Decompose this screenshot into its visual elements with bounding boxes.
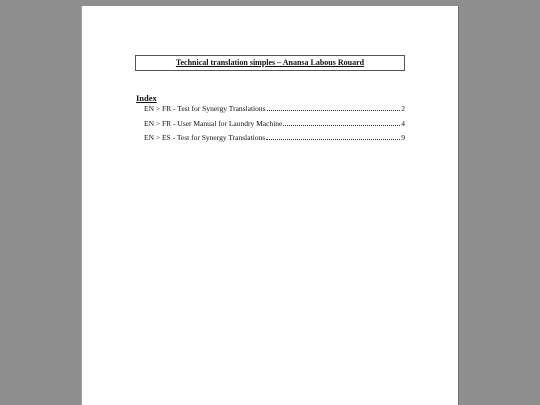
toc-entry[interactable] [144,133,405,148]
toc-dot-leader [283,125,400,126]
toc-entry-label: EN > FR - Test for Synergy Translations [144,104,266,113]
document-title: Technical translation simples – Anansa Labous Rouard [135,55,405,71]
toc-entry[interactable] [144,119,405,134]
toc-entry-label: EN > FR - User Manual for Laundry Machine [144,118,283,128]
document-page [82,6,458,405]
toc-entry-page: 4 [401,118,405,128]
toc-dot-leader [267,110,401,111]
toc-entry-page: 2 [401,104,405,113]
toc-dot-leader [266,139,400,140]
toc-entry-page: 9 [401,133,405,142]
table-of-contents [144,104,405,148]
index-heading: Index [136,93,157,103]
toc-entry[interactable] [144,104,405,119]
toc-entry-label: EN > ES - Test for Synergy Translations [144,133,266,142]
